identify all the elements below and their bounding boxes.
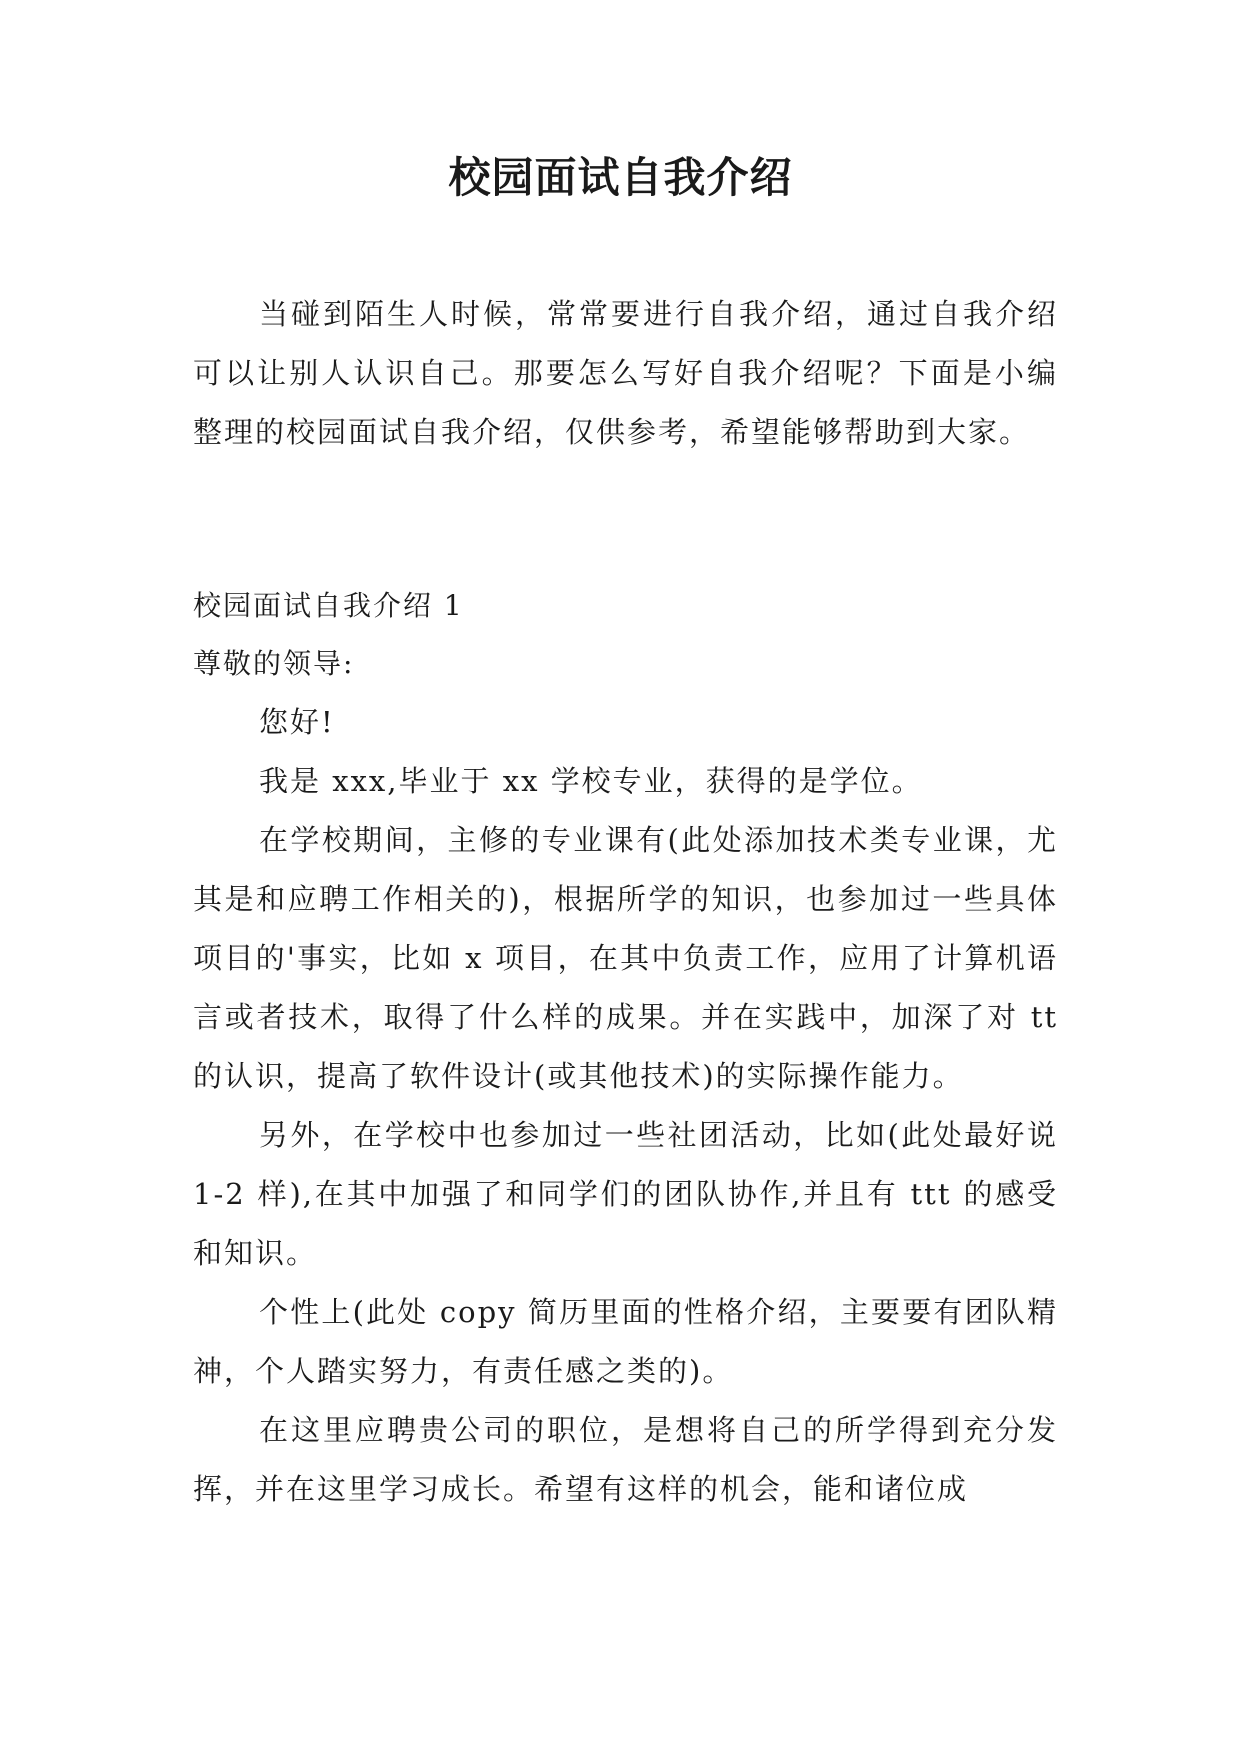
intro-text-block [193, 285, 1058, 462]
page-title: 校园面试自我介绍 [448, 153, 793, 202]
intro-paragraph: 当碰到陌生人时候，常常要进行自我介绍，通过自我介绍可以让别人认识自己。那要怎么写好自我介绍呢？下面是小编整理的校园面试自我介绍，仅供参考，希望能够帮助到大家。 [193, 297, 1058, 449]
education-paragraph: 在学校期间，主修的专业课有(此处添加技术类专业课，尤其是和应聘工作相关的)，根据所学的知识，也参加过一些具体项目的'事实，比如 x 项目，在其中负责工作，应用了计算机语言或者技术，取得了什么样的成果。并在实践中，加深了对 tt 的认识，提高了软件设计(或其他技术)的实际操作能力。 [193, 823, 1058, 1093]
greeting-paragraph: 您好! [259, 705, 335, 739]
identity-paragraph: 我是 xxx,毕业于 xx 学校专业，获得的是学位。 [259, 764, 923, 798]
letter-section [193, 577, 1058, 1519]
activities-paragraph: 另外，在学校中也参加过一些社团活动，比如(此处最好说 1-2 样),在其中加强了和同学们的团队协作,并且有 ttt 的感受和知识。 [193, 1118, 1058, 1270]
personality-paragraph: 个性上(此处 copy 简历里面的性格介绍，主要要有团队精神，个人踏实努力，有责任感之类的)。 [193, 1295, 1058, 1388]
section-heading: 校园面试自我介绍 1 [193, 589, 464, 622]
salutation: 尊敬的领导: [193, 647, 355, 680]
application-paragraph: 在这里应聘贵公司的职位，是想将自己的所学得到充分发挥，并在这里学习成长。希望有这样的机会，能和诸位成 [193, 1413, 1058, 1506]
